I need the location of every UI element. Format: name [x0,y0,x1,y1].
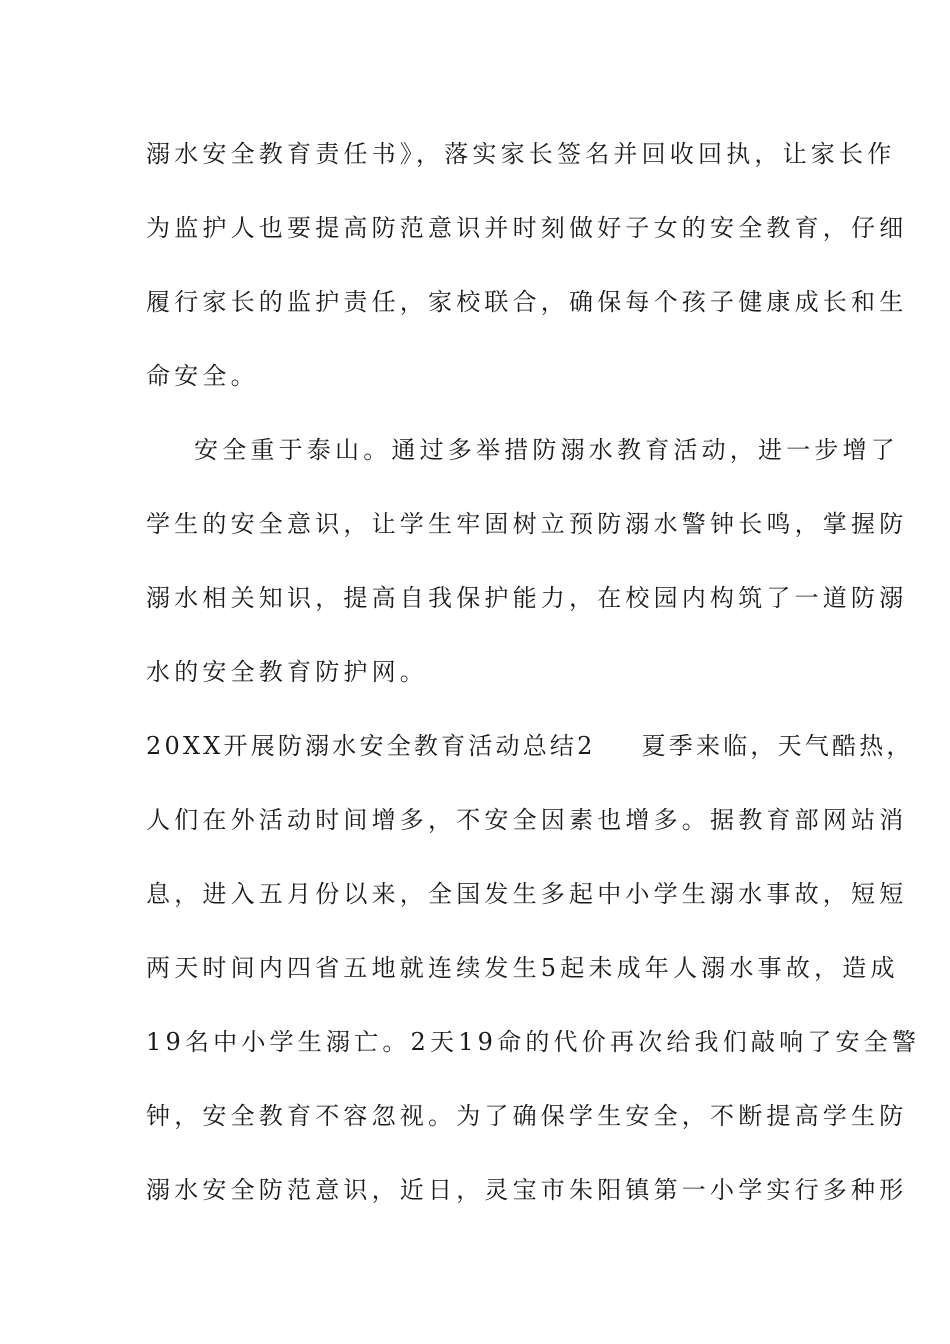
body-text-line: 命安全。 [146,362,259,390]
body-text-line: 溺水安全教育责任书》，落实家长签名并回收回执，让家长作 [146,140,896,168]
body-text-line: 19名中小学生溺亡。2天19命的代价再次给我们敲响了安全警 [146,1028,921,1056]
body-text-line: 两天时间内四省五地就连续发生5起未成年人溺水事故，造成 [146,954,899,982]
body-text-line: 水的安全教育防护网。 [146,658,428,686]
body-text-line: 学生的安全意识，让学生牢固树立预防溺水警钟长鸣，掌握防 [146,510,908,538]
section-title: 20XX开展防溺水安全教育活动总结2 [146,732,596,760]
paragraph-first-line: 安全重于泰山。通过多举措防溺水教育活动，进一步增了 [194,436,899,464]
body-text-line: 息，进入五月份以来，全国发生多起中小学生溺水事故，短短 [146,880,908,908]
body-text-line: 溺水安全防范意识，近日，灵宝市朱阳镇第一小学实行多种形 [146,1176,908,1204]
body-text-line: 为监护人也要提高防范意识并时刻做好子女的安全教育，仔细 [146,214,908,242]
body-text-line: 人们在外活动时间增多，不安全因素也增多。据教育部网站消 [146,806,908,834]
section-heading-line [146,726,914,766]
body-text-line: 钟，安全教育不容忽视。为了确保学生安全，不断提高学生防 [146,1102,908,1130]
section-first-text: 夏季来临，天气酷热， [641,732,914,760]
body-text-line: 溺水相关知识，提高自我保护能力，在校园内构筑了一道防溺 [146,584,908,612]
body-text-line: 履行家长的监护责任，家校联合，确保每个孩子健康成长和生 [146,288,908,316]
